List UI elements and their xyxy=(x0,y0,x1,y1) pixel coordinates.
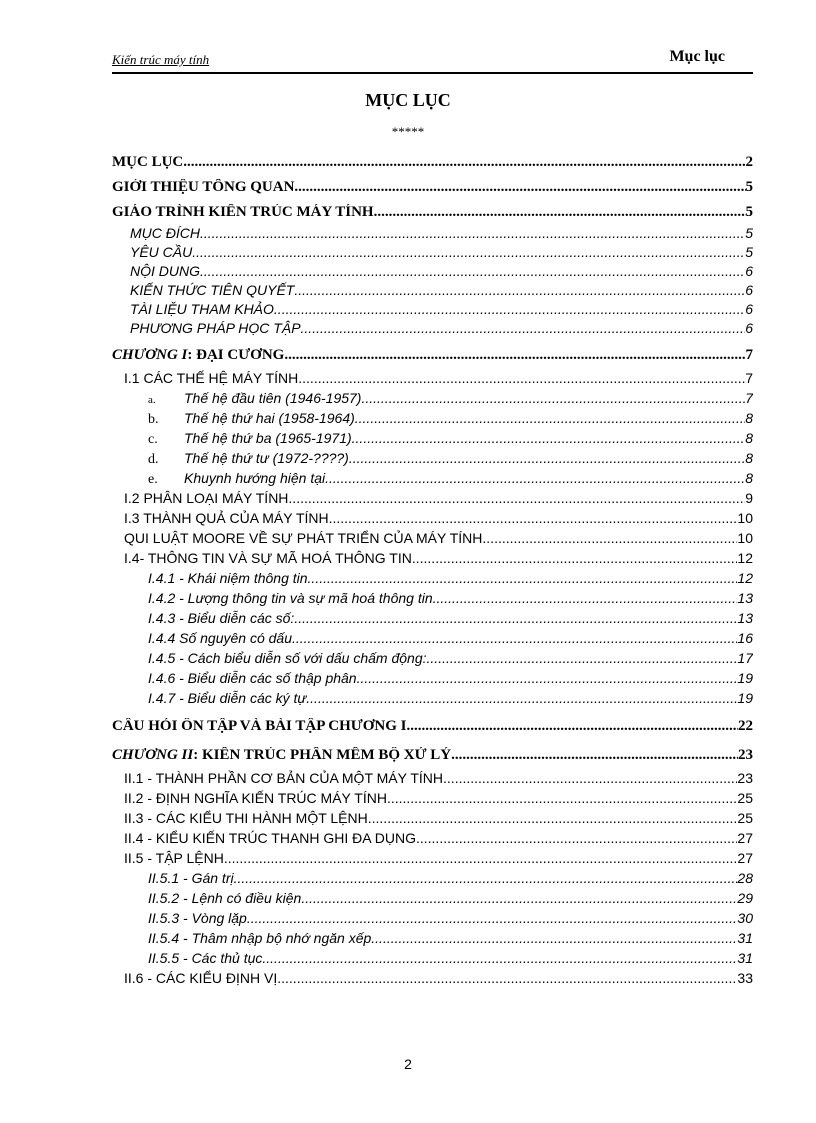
title-ornament: ***** xyxy=(391,124,425,139)
toc-dot-leader xyxy=(374,204,746,221)
toc-entry[interactable] xyxy=(112,910,753,930)
toc-entry-text: Thế hệ thứ ba (1965-1971) xyxy=(184,430,352,446)
toc-page-number: 8 xyxy=(745,410,753,426)
toc-dot-leader xyxy=(427,650,738,666)
toc-entry[interactable] xyxy=(112,830,753,850)
toc-dot-leader xyxy=(200,263,745,279)
toc-page-number: 8 xyxy=(745,450,753,466)
toc-entry-label: KIẾN THỨC TIÊN QUYẾT xyxy=(130,282,295,298)
toc-entry-label xyxy=(112,747,451,764)
toc-entry[interactable] xyxy=(112,550,753,570)
toc-entry[interactable] xyxy=(112,650,753,670)
toc-entry[interactable] xyxy=(112,970,753,990)
toc-entry-label: I.4.7 - Biểu diễn các ký tự xyxy=(148,690,307,706)
toc-dot-leader xyxy=(288,490,745,506)
toc-dot-leader xyxy=(274,301,745,317)
toc-entry-label xyxy=(112,347,284,364)
toc-page-number: 13 xyxy=(737,590,753,606)
toc-entry[interactable] xyxy=(112,610,753,630)
toc-dot-leader xyxy=(416,830,737,846)
toc-entry-label: II.5.5 - Các thủ tục xyxy=(148,950,263,966)
toc-entry-text: Thế hệ thứ hai (1958-1964) xyxy=(184,410,355,426)
toc-page-number: 23 xyxy=(737,770,753,786)
toc-dot-leader xyxy=(412,550,738,566)
toc-page-number: 19 xyxy=(737,690,753,706)
toc-dot-leader xyxy=(361,390,745,406)
toc-entry-label xyxy=(148,390,361,406)
toc-dot-leader xyxy=(294,282,745,298)
toc-entry[interactable] xyxy=(112,630,753,650)
toc-entry[interactable] xyxy=(112,570,753,590)
toc-dot-leader xyxy=(262,950,737,966)
toc-entry[interactable] xyxy=(112,263,753,282)
toc-page-number: 31 xyxy=(737,950,753,966)
toc-entry[interactable] xyxy=(112,890,753,910)
toc-entry-label: GIÁO TRÌNH KIẾN TRÚC MÁY TÍNH xyxy=(112,204,374,220)
toc-entry[interactable] xyxy=(112,301,753,320)
toc-page-number: 12 xyxy=(737,570,753,586)
toc-page-number: 27 xyxy=(737,850,753,866)
toc-entry-label: I.1 CÁC THẾ HỆ MÁY TÍNH xyxy=(124,370,299,386)
toc-dot-leader xyxy=(352,430,746,446)
toc-dot-leader xyxy=(349,450,745,466)
toc-entry[interactable] xyxy=(112,590,753,610)
toc-dot-leader xyxy=(277,970,737,986)
toc-entry-label: I.4.6 - Biểu diễn các số thập phân xyxy=(148,670,357,686)
toc-page-number: 7 xyxy=(745,347,753,363)
toc-entry-label: II.5.2 - Lệnh có điều kiện xyxy=(148,890,302,906)
toc-entry-letter: e. xyxy=(148,472,158,487)
toc-entry-label: II.5 - TẬP LỆNH xyxy=(124,850,224,866)
toc-page-number: 22 xyxy=(738,718,753,734)
toc-dot-leader xyxy=(294,610,737,626)
toc-dot-leader xyxy=(355,410,745,426)
toc-dot-leader xyxy=(224,850,738,866)
toc-entry-label: GIỚI THIỆU TỔNG QUAN xyxy=(112,179,295,195)
toc-entry-text: Thế hệ đầu tiên (1946-1957) xyxy=(184,390,362,406)
toc-entry-label xyxy=(148,450,349,468)
toc-page-number: 10 xyxy=(737,510,753,526)
toc-entry[interactable] xyxy=(112,450,753,470)
toc-dot-leader xyxy=(247,910,738,926)
toc-entry-label xyxy=(148,430,352,448)
toc-entry-letter: d. xyxy=(148,452,159,467)
toc-dot-leader xyxy=(329,510,738,526)
toc-dot-leader xyxy=(357,670,738,686)
toc-entry-letter: a. xyxy=(148,394,156,406)
toc-entry[interactable] xyxy=(112,718,753,739)
toc-entry-text: Thế hệ thứ tư (1972-????) xyxy=(184,450,349,466)
toc-entry-label xyxy=(148,470,325,488)
toc-entry-text: Khuynh hướng hiện tại xyxy=(184,470,326,486)
toc-page-number: 19 xyxy=(737,670,753,686)
toc-dot-leader xyxy=(387,790,737,806)
toc-entry-label: I.3 THÀNH QUẢ CỦA MÁY TÍNH xyxy=(124,510,329,526)
toc-entry[interactable] xyxy=(112,510,753,530)
toc-entry-label: II.6 - CÁC KIỂU ĐỊNH VỊ xyxy=(124,970,278,986)
toc-dot-leader xyxy=(234,870,738,886)
toc-entry[interactable] xyxy=(112,950,753,970)
header-book-title: Kiến trúc máy tính xyxy=(112,52,210,67)
toc-entry[interactable] xyxy=(112,320,753,339)
toc-entry-label: QUI LUẬT MOORE VỀ SỰ PHÁT TRIỂN CỦA MÁY TÍNH xyxy=(124,530,483,546)
toc-page-number: 16 xyxy=(737,630,753,646)
toc-page-number: 17 xyxy=(737,650,753,666)
toc-dot-leader xyxy=(482,530,737,546)
toc-page-number: 23 xyxy=(738,747,753,763)
toc-entry-letter: b. xyxy=(148,412,159,427)
toc-dot-leader xyxy=(301,890,737,906)
toc-page-number: 5 xyxy=(745,204,753,220)
toc-entry-label: TÀI LIỆU THAM KHẢO xyxy=(130,301,274,317)
toc-entry-label: I.4.1 - Khái niệm thông tin xyxy=(148,570,308,586)
toc-entry-label: PHƯƠNG PHÁP HỌC TẬP xyxy=(130,320,301,336)
toc-entry[interactable] xyxy=(112,490,753,510)
toc-entry[interactable] xyxy=(112,870,753,890)
toc-entry[interactable] xyxy=(112,154,753,175)
toc-page-number: 8 xyxy=(745,430,753,446)
toc-entry-label: I.4- THÔNG TIN VÀ SỰ MÃ HOÁ THÔNG TIN xyxy=(124,550,412,566)
toc-chapter-label: CHƯƠNG II xyxy=(112,747,194,763)
toc-entry-label: II.5.3 - Vòng lặp xyxy=(148,910,247,926)
toc-dot-leader xyxy=(368,810,738,826)
toc-entry-label: II.1 - THÀNH PHẦN CƠ BẢN CỦA MỘT MÁY TÍNH xyxy=(124,770,444,786)
toc-entry[interactable] xyxy=(112,282,753,301)
toc-entry[interactable] xyxy=(112,930,753,950)
toc-entry-label: CÂU HỎI ÔN TẬP VÀ BÀI TẬP CHƯƠNG I xyxy=(112,718,407,734)
toc-entry-text: : ĐẠI CƯƠNG xyxy=(187,347,285,363)
toc-entry[interactable] xyxy=(112,670,753,690)
toc-entry-label: I.4.4 Số nguyên có dấu xyxy=(148,630,292,646)
toc-page-number: 7 xyxy=(745,390,753,406)
toc-page-number: 6 xyxy=(745,320,753,336)
toc-entry[interactable] xyxy=(112,244,753,263)
toc-page-number: 6 xyxy=(745,263,753,279)
toc-entry-text: : KIẾN TRÚC PHẦN MỀM BỘ XỬ LÝ xyxy=(193,747,452,763)
toc-page-number: 13 xyxy=(737,610,753,626)
toc-page-number: 31 xyxy=(737,930,753,946)
toc-page-number: 5 xyxy=(745,244,753,260)
toc-entry-label: II.5.1 - Gán trị xyxy=(148,870,234,886)
toc-entry[interactable] xyxy=(112,747,753,768)
toc-dot-leader xyxy=(200,225,745,241)
toc-entry-label: II.3 - CÁC KIỂU THI HÀNH MỘT LỆNH xyxy=(124,810,368,826)
toc-entry[interactable] xyxy=(112,390,753,410)
toc-dot-leader xyxy=(308,570,738,586)
toc-page-number: 27 xyxy=(737,830,753,846)
toc-entry-label xyxy=(148,410,355,428)
toc-page-number: 33 xyxy=(737,970,753,986)
toc-entry[interactable] xyxy=(112,225,753,244)
toc-dot-leader xyxy=(325,470,745,486)
toc-dot-leader xyxy=(301,320,746,336)
toc-entry-label: II.4 - KIỂU KIẾN TRÚC THANH GHI ĐA DỤNG xyxy=(124,830,416,846)
toc-entry-letter: c. xyxy=(148,432,158,447)
toc-entry[interactable] xyxy=(112,370,753,390)
toc-dot-leader xyxy=(292,630,737,646)
toc-entry[interactable] xyxy=(112,850,753,870)
toc-entry-label: II.2 - ĐỊNH NGHĨA KIẾN TRÚC MÁY TÍNH xyxy=(124,790,387,806)
toc-entry[interactable] xyxy=(112,690,753,710)
toc-entry[interactable] xyxy=(112,770,753,790)
toc-dot-leader xyxy=(294,179,745,196)
toc-page-number: 6 xyxy=(745,282,753,298)
toc-dot-leader xyxy=(298,370,745,386)
toc-entry[interactable] xyxy=(112,530,753,550)
toc-dot-leader xyxy=(433,590,738,606)
toc-page-number: 29 xyxy=(737,890,753,906)
toc-page-number: 28 xyxy=(737,870,753,886)
toc-chapter-label: CHƯƠNG I xyxy=(112,347,188,363)
page-number: 2 xyxy=(404,1056,412,1072)
toc-dot-leader xyxy=(192,244,745,260)
toc-page-number: 30 xyxy=(737,910,753,926)
toc-page-number: 6 xyxy=(745,301,753,317)
toc-page-number: 5 xyxy=(745,225,753,241)
toc-page-number: 5 xyxy=(745,179,753,195)
toc-entry-label: I.2 PHÂN LOẠI MÁY TÍNH xyxy=(124,490,289,506)
toc-page-number: 12 xyxy=(737,550,753,566)
header-section-title: Mục lục xyxy=(669,48,725,65)
toc-entry-label: MỤC ĐÍCH xyxy=(130,225,200,241)
toc-entry[interactable] xyxy=(112,790,753,810)
toc-entry[interactable] xyxy=(112,810,753,830)
toc-page-number: 9 xyxy=(745,490,753,506)
toc-entry-label: I.4.2 - Lượng thông tin và sự mã hoá thông tin xyxy=(148,590,433,606)
toc-entry-label: I.4.5 - Cách biểu diễn số với dấu chấm động: xyxy=(148,650,427,666)
toc-dot-leader xyxy=(183,154,745,171)
toc-page-number: 25 xyxy=(737,810,753,826)
toc-entry-label: I.4.3 - Biểu diễn các số: xyxy=(148,610,295,626)
toc-entry[interactable] xyxy=(112,410,753,430)
toc-entry-label: YÊU CẦU xyxy=(130,244,193,260)
toc-page-number: 10 xyxy=(737,530,753,546)
toc-entry[interactable] xyxy=(112,179,753,200)
toc-dot-leader xyxy=(451,747,738,764)
page-title: MỤC LỤC xyxy=(365,90,451,110)
toc-dot-leader xyxy=(407,718,739,735)
toc-dot-leader xyxy=(306,690,737,706)
toc-dot-leader xyxy=(371,930,737,946)
page-header xyxy=(112,48,753,74)
toc-page-number: 25 xyxy=(737,790,753,806)
toc-page-number: 8 xyxy=(745,470,753,486)
toc-entry-label: II.5.4 - Thâm nhập bộ nhớ ngăn xếp xyxy=(148,930,372,946)
toc-entry-label: MỤC LỤC xyxy=(112,154,184,170)
toc-dot-leader xyxy=(284,347,745,364)
toc-entry[interactable] xyxy=(112,470,753,490)
toc-entry-label: NỘI DUNG xyxy=(130,263,200,279)
toc-page-number: 2 xyxy=(745,154,753,170)
toc-dot-leader xyxy=(443,770,737,786)
toc-entry[interactable] xyxy=(112,430,753,450)
toc-entry[interactable] xyxy=(112,204,753,225)
toc-entry[interactable] xyxy=(112,347,753,368)
toc-page-number: 7 xyxy=(745,370,753,386)
table-of-contents xyxy=(112,154,753,990)
